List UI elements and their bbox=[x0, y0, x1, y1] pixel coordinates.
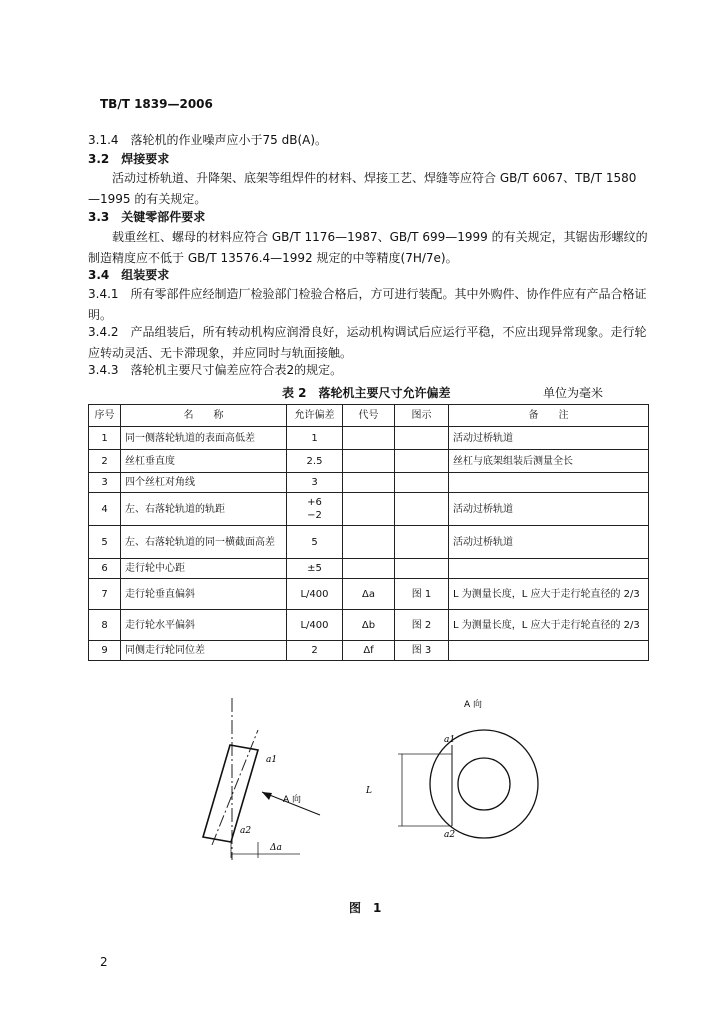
row-name: 左、右落轮轨道的轨距 bbox=[121, 493, 287, 526]
table-row bbox=[89, 610, 649, 641]
header-tolerance: 允许偏差 bbox=[287, 405, 343, 427]
table-unit: 单位为毫米 bbox=[543, 386, 604, 400]
row-no: 5 bbox=[89, 526, 121, 559]
row-note: L 为测量长度，L 应大于走行轮直径的 2/3 bbox=[449, 610, 649, 641]
row-no: 6 bbox=[89, 559, 121, 579]
row-no: 8 bbox=[89, 610, 121, 641]
row-code bbox=[343, 450, 395, 473]
label-a1-left: a1 bbox=[266, 755, 278, 765]
table-row bbox=[89, 641, 649, 661]
row-tolerance: 2 bbox=[287, 641, 343, 661]
section-3-4-2: 3.4.2 产品组装后，所有转动机构应润滑良好，运动机构调试后应运行平稳，不应出现异常现象。走行轮应转动灵活、无卡滞现象，并应同时与轨面接触。 bbox=[88, 325, 647, 360]
row-figure bbox=[395, 559, 449, 579]
section-3-2-body: 活动过桥轨道、升降架、底架等组焊件的材料、焊接工艺、焊缝等应符合 GB/T 6067、TB/T 1580—1995 的有关规定。 bbox=[88, 171, 637, 206]
row-name: 走行轮水平偏斜 bbox=[121, 610, 287, 641]
header-name: 名 称 bbox=[121, 405, 287, 427]
wheel-inner-circle bbox=[458, 758, 510, 810]
figure-caption: 图 1 bbox=[349, 901, 382, 915]
row-tolerance: L/400 bbox=[287, 610, 343, 641]
row-figure bbox=[395, 526, 449, 559]
row-note bbox=[449, 559, 649, 579]
row-code bbox=[343, 559, 395, 579]
row-name: 四个丝杠对角线 bbox=[121, 473, 287, 493]
section-3-4-1: 3.4.1 所有零部件应经制造厂检验部门检验合格后，方可进行装配。其中外购件、协作件应有产品合格证明。 bbox=[88, 287, 647, 322]
table-row bbox=[89, 473, 649, 493]
figure-1-diagram bbox=[0, 690, 724, 900]
row-figure: 图 1 bbox=[395, 579, 449, 610]
row-no: 2 bbox=[89, 450, 121, 473]
row-code: Δa bbox=[343, 579, 395, 610]
section-3-2-heading: 3.2 焊接要求 bbox=[88, 152, 170, 166]
row-note bbox=[449, 473, 649, 493]
label-l: L bbox=[366, 786, 372, 796]
row-tolerance: L/400 bbox=[287, 579, 343, 610]
table-row bbox=[89, 427, 649, 450]
section-3-3-heading: 3.3 关键零部件要求 bbox=[88, 210, 206, 224]
header-figure: 图示 bbox=[395, 405, 449, 427]
row-no: 9 bbox=[89, 641, 121, 661]
table-row bbox=[89, 526, 649, 559]
row-code bbox=[343, 473, 395, 493]
row-note: 活动过桥轨道 bbox=[449, 493, 649, 526]
row-figure bbox=[395, 493, 449, 526]
table-row bbox=[89, 579, 649, 610]
label-a2-left: a2 bbox=[240, 826, 252, 836]
row-code bbox=[343, 526, 395, 559]
row-tolerance: 2.5 bbox=[287, 450, 343, 473]
row-figure: 图 3 bbox=[395, 641, 449, 661]
row-no: 4 bbox=[89, 493, 121, 526]
page-number: 2 bbox=[100, 955, 108, 969]
table-row bbox=[89, 450, 649, 473]
row-name: 走行轮垂直偏斜 bbox=[121, 579, 287, 610]
header-code: 代号 bbox=[343, 405, 395, 427]
row-code bbox=[343, 493, 395, 526]
standard-code: TB/T 1839—2006 bbox=[100, 97, 213, 111]
row-note: L 为测量长度，L 应大于走行轮直径的 2/3 bbox=[449, 579, 649, 610]
wheel-outer-circle bbox=[430, 730, 538, 838]
label-a2-right: a2 bbox=[444, 830, 456, 840]
arrow-head bbox=[262, 792, 272, 800]
row-no: 3 bbox=[89, 473, 121, 493]
row-note: 丝杠与底架组装后测量全长 bbox=[449, 450, 649, 473]
row-figure bbox=[395, 450, 449, 473]
row-tolerance: 1 bbox=[287, 427, 343, 450]
section-3-4-heading: 3.4 组装要求 bbox=[88, 268, 170, 282]
row-name: 同侧走行轮同位差 bbox=[121, 641, 287, 661]
label-delta-a: Δa bbox=[270, 843, 282, 853]
row-figure: 图 2 bbox=[395, 610, 449, 641]
section-3-1-4: 3.1.4 落轮机的作业噪声应小于75 dB(A)。 bbox=[88, 133, 328, 147]
table-header-row bbox=[89, 405, 649, 427]
row-no: 1 bbox=[89, 427, 121, 450]
tolerance-table bbox=[88, 404, 649, 661]
row-name: 丝杠垂直度 bbox=[121, 450, 287, 473]
row-code: Δf bbox=[343, 641, 395, 661]
label-a-direction: A 向 bbox=[283, 795, 302, 805]
table-caption: 表 2 落轮机主要尺寸允许偏差 bbox=[282, 386, 451, 400]
row-note: 活动过桥轨道 bbox=[449, 526, 649, 559]
row-tolerance: ±5 bbox=[287, 559, 343, 579]
row-figure bbox=[395, 473, 449, 493]
row-code: Δb bbox=[343, 610, 395, 641]
header-no: 序号 bbox=[89, 405, 121, 427]
section-3-4-3: 3.4.3 落轮机主要尺寸偏差应符合表2的规定。 bbox=[88, 363, 343, 377]
row-no: 7 bbox=[89, 579, 121, 610]
row-code bbox=[343, 427, 395, 450]
row-name: 走行轮中心距 bbox=[121, 559, 287, 579]
row-tolerance: +6 −2 bbox=[287, 493, 343, 526]
row-note bbox=[449, 641, 649, 661]
table-row bbox=[89, 493, 649, 526]
label-a-direction-top: A 向 bbox=[464, 700, 483, 710]
row-tolerance: 3 bbox=[287, 473, 343, 493]
label-a1-right: a1 bbox=[444, 735, 456, 745]
row-name: 左、右落轮轨道的同一横截面高差 bbox=[121, 526, 287, 559]
row-name: 同一侧落轮轨道的表面高低差 bbox=[121, 427, 287, 450]
table-row bbox=[89, 559, 649, 579]
header-note: 备 注 bbox=[449, 405, 649, 427]
row-tolerance: 5 bbox=[287, 526, 343, 559]
row-figure bbox=[395, 427, 449, 450]
section-3-3-body: 载重丝杠、螺母的材料应符合 GB/T 1176—1987、GB/T 699—1999 的有关规定，其锯齿形螺纹的制造精度应不低于 GB/T 13576.4—1992 规定的中等精度(7H/7e)。 bbox=[88, 230, 648, 265]
row-note: 活动过桥轨道 bbox=[449, 427, 649, 450]
